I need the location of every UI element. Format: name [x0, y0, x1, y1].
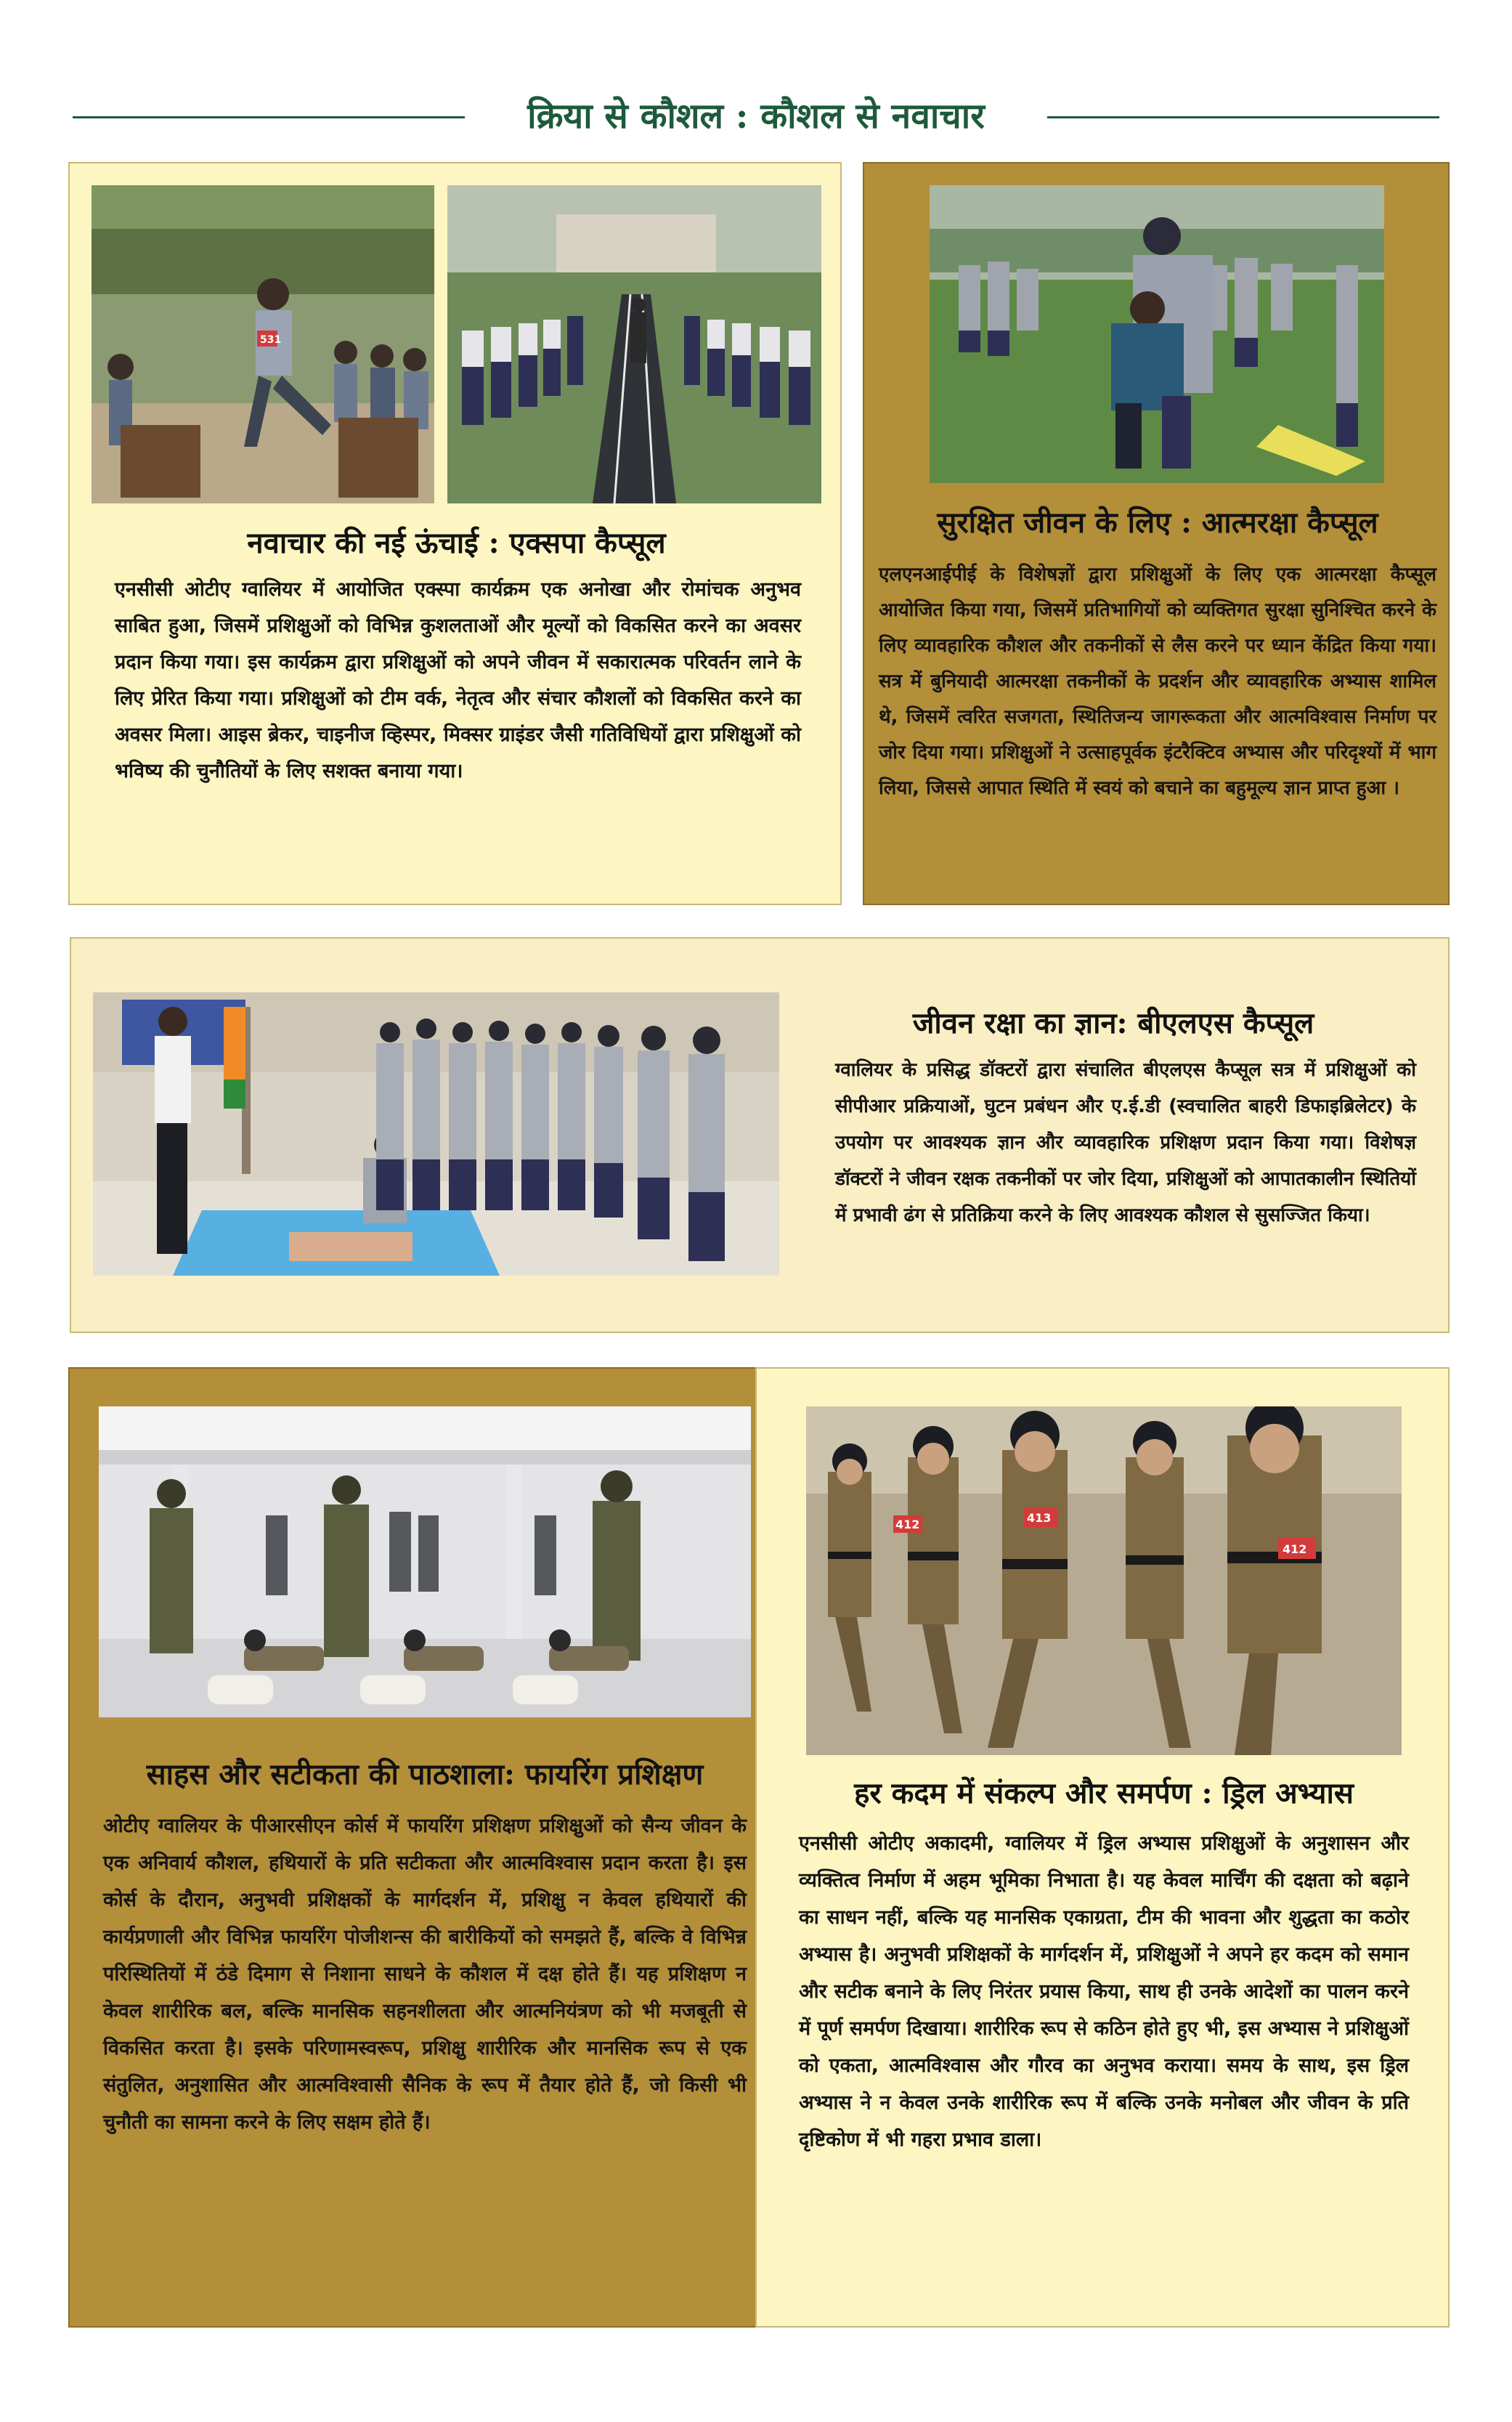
expa-title: नवाचार की नई ऊंचाई : एक्सपा कैप्सूल [247, 526, 666, 560]
drill-chest-number-3: 412 [1283, 1542, 1307, 1556]
drill-photo [806, 1406, 1402, 1755]
firing-photo [99, 1406, 751, 1717]
bls-title: जीवन रक्षा का ज्ञान: बीएलएस कैप्सूल [912, 1006, 1314, 1040]
expa-photo-line-activity [447, 185, 821, 503]
page-header [73, 93, 1439, 139]
drill-body: एनसीसी ओटीए अकादमी, ग्वालियर में ड्रिल अभ्यास प्रशिक्षुओं के अनुशासन और व्यक्तित्व निर्माण में अहम भूमिका निभाता है। यह केवल मार्चिंग की दक्षता को बढ़ाने का साधन नहीं, बल्कि यह मानसिक एकाग्रता, टीम की भावना और शुद्धता का कठोर अभ्यास है। अनुभवी प्रशिक्षकों के मार्गदर्शन में, प्रशिक्षुओं ने अपने हर कदम को समान और सटीक बनाने के लिए निरंतर प्रयास किया, साथ ही उनके आदेशों का पालन करने में पूर्ण समर्पण दिखाया। शारीरिक रूप से कठिन होते हुए भी, इस अभ्यास ने प्रशिक्षुओं को एकता, आत्मविश्वास और गौरव का अनुभव कराया। समय के साथ, इस ड्रिल अभ्यास ने न केवल उनके शारीरिक रूप में बल्कि उनके मनोबल और जीवन के प्रति दृष्टिकोण में भी गहरा प्रभाव डाला। [799, 1832, 1409, 2151]
section-self-defense [863, 162, 1450, 905]
page-title: क्रिया से कौशल : कौशल से नवाचार [527, 96, 985, 137]
bls-photo-cpr [93, 992, 779, 1276]
firing-body: ओटीए ग्वालियर के पीआरसीएन कोर्स में फायरिंग प्रशिक्षण प्रशिक्षुओं को सैन्य जीवन के एक अनिवार्य कौशल, हथियारों के प्रति सटीकता और आत्मविश्वास प्रदान करता है। इस कोर्स के दौरान, अनुभवी प्रशिक्षकों के मार्गदर्शन में, प्रशिक्षु न केवल हथियारों की कार्यप्रणाली और विभिन्न फायरिंग पोजीशन्स की बारीकियों को समझते हैं, बल्कि वे विभिन्न परिस्थितियों में ठंडे दिमाग से निशाना साधने के कौशल में दक्ष होते हैं। यह प्रशिक्षण न केवल शारीरिक बल, बल्कि मानसिक सहनशीलता और आत्मनियंत्रण को भी मजबूती से विकसित करता है। इसके परिणामस्वरूप, प्रशिक्षु शारीरिक और मानसिक रूप से एक संतुलित, अनुशासित और आत्मविश्वासी सैनिक के रूप में तैयार होते हैं, जो किसी भी चुनौती का सामना करने के लिए सक्षम होते हैं। [103, 1815, 747, 2134]
drill-chest-number-2: 413 [1027, 1511, 1052, 1525]
expa-photo-chair-activity [92, 185, 434, 503]
firing-title: साहस और सटीकता की पाठशाला: फायरिंग प्रशिक्षण [146, 1757, 704, 1791]
drill-chest-number-1: 412 [895, 1518, 920, 1531]
expa-body: एनसीसी ओटीए ग्वालियर में आयोजित एक्स्पा कार्यक्रम एक अनोखा और रोमांचक अनुभव साबित हुआ, जिसमें प्रशिक्षुओं को विभिन्न कुशलताओं और मूल्यों को विकसित करने का अवसर प्रदान किया गया। इस कार्यक्रम द्वारा प्रशिक्षुओं को अपने जीवन में सकारात्मक परिवर्तन लाने के लिए प्रेरित किया गया। प्रशिक्षुओं को टीम वर्क, नेतृत्व और संचार कौशलों को विकसित करने का अवसर मिला। आइस ब्रेकर, चाइनीज व्हिस्पर, मिक्सर ग्राइंडर जैसी गतिविधियों द्वारा प्रशिक्षुओं को भविष्य की चुनौतियों के लिए सशक्त बनाया गया। [115, 578, 801, 782]
section-drill [755, 1367, 1450, 2328]
header-rule-right [1047, 116, 1439, 118]
bls-body: ग्वालियर के प्रसिद्ध डॉक्टरों द्वारा संचालित बीएलएस कैप्सूल सत्र में प्रशिक्षुओं को सीपीआर प्रक्रियाओं, घुटन प्रबंधन और ए.ई.डी (स्वचालित बाहरी डिफाइब्रिलेटर) के उपयोग पर आवश्यक ज्ञान और व्यावहारिक प्रशिक्षण प्रदान किया गया। विशेषज्ञ डॉक्टरों ने जीवन रक्षक तकनीकों पर जोर दिया, प्रशिक्षुओं को आपातकालीन स्थितियों में प्रभावी ढंग से प्रतिक्रिया करने के लिए आवश्यक कौशल से सुसज्जित किया। [835, 1059, 1416, 1226]
header-rule-left [73, 116, 465, 118]
self-defense-body: एलएनआईपीई के विशेषज्ञों द्वारा प्रशिक्षुओं के लिए एक आत्मरक्षा कैप्सूल आयोजित किया गया, जिसमें प्रतिभागियों को व्यक्तिगत सुरक्षा सुनिश्चित करने के लिए व्यावहारिक कौशल और तकनीकों से लैस करने पर ध्यान केंद्रित किया गया। सत्र में बुनियादी आत्मरक्षा तकनीकों के प्रदर्शन और व्यावहारिक अभ्यास शामिल थे, जिसमें त्वरित सजगता, स्थितिजन्य जागरूकता और आत्मविश्वास निर्माण पर जोर दिया गया। प्रशिक्षुओं ने उत्साहपूर्वक इंटरैक्टिव अभ्यास और परिदृश्यों में भाग लिया, जिससे आपात स्थिति में स्वयं को बचाने का बहुमूल्य ज्ञान प्राप्त हुआ । [879, 564, 1436, 799]
section-expa [68, 162, 842, 905]
section-bls [70, 937, 1450, 1333]
self-defense-title: सुरक्षित जीवन के लिए : आत्मरक्षा कैप्सूल [937, 506, 1378, 540]
drill-title: हर कदम में संकल्प और समर्पण : ड्रिल अभ्यास [854, 1776, 1354, 1810]
expa-chest-number: 531 [260, 334, 282, 346]
section-firing [68, 1367, 779, 2328]
self-defense-photo [930, 185, 1384, 483]
